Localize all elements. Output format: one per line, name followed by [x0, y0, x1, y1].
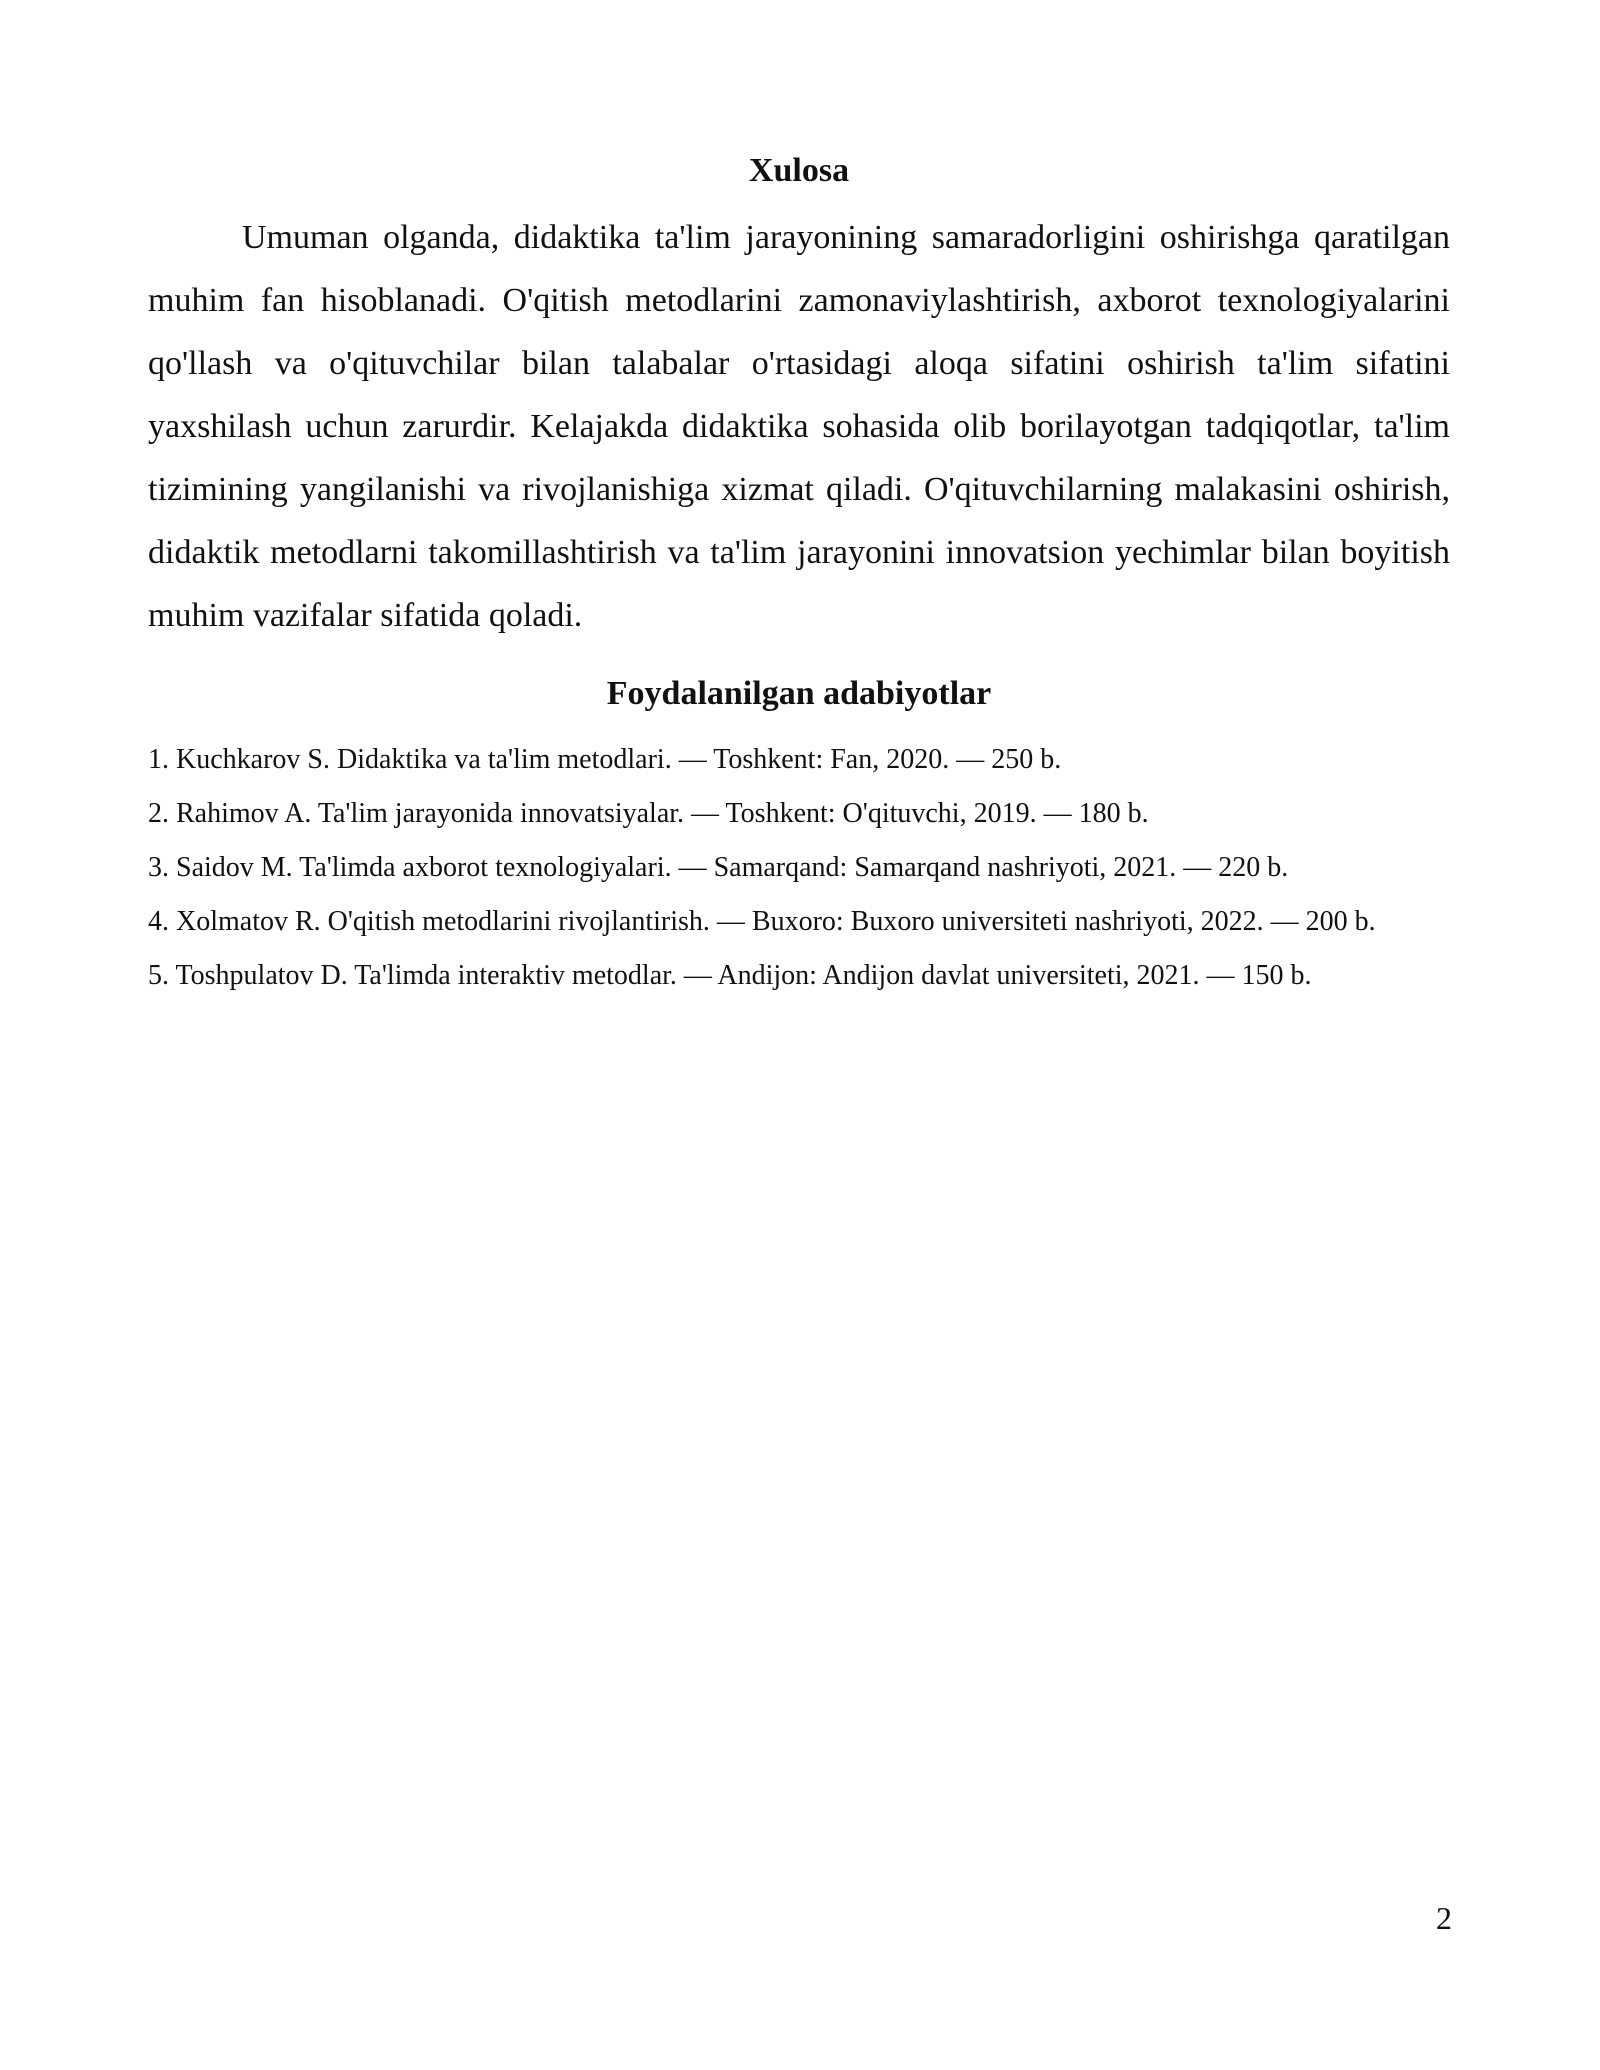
- conclusion-paragraph: Umuman olganda, didaktika ta'lim jarayonining samaradorligini oshirishga qaratilgan muhim fan hisoblanadi. O'qitish metodlarini zamonaviylashtirish, axborot texnologiyalarini qo'llash va o'qituvchilar bilan talabalar o'rtasidagi aloqa sifatini oshirish ta'lim sifatini yaxshilash uchun zarurdir. Kelajakda didaktika sohasida olib borilayotgan tadqiqotlar, ta'lim tizimining yangilanishi va rivojlanishiga xizmat qiladi. O'qituvchilarning malakasini oshirish, didaktik metodlarni takomillashtirish va ta'lim jarayonini innovatsion yechimlar bilan boyitish muhim vazifalar sifatida qoladi.: [148, 219, 1450, 634]
- references-heading: Foydalanilgan adabiyotlar: [606, 675, 992, 712]
- reference-item-5: 5. Toshpulatov D. Ta'limda interaktiv metodlar. — Andijon: Andijon davlat universiteti, 2021. — 150 b.: [148, 960, 1312, 991]
- reference-item-2: 2. Rahimov A. Ta'lim jarayonida innovatsiyalar. — Toshkent: O'qituvchi, 2019. — 180 b.: [148, 798, 1149, 829]
- page-number: 2: [1436, 1900, 1452, 1936]
- page-content: [148, 150, 1450, 1003]
- references-list: [148, 733, 1450, 1003]
- reference-item-4: 4. Xolmatov R. O'qitish metodlarini rivojlantirish. — Buxoro: Buxoro universiteti nashriyoti, 2022. — 200 b.: [148, 906, 1376, 937]
- reference-item-3: 3. Saidov M. Ta'limda axborot texnologiyalari. — Samarqand: Samarqand nashriyoti, 2021. — 220 b.: [148, 852, 1289, 883]
- conclusion-heading: Xulosa: [748, 152, 850, 189]
- reference-item-1: 1. Kuchkarov S. Didaktika va ta'lim metodlari. — Toshkent: Fan, 2020. — 250 b.: [148, 744, 1062, 775]
